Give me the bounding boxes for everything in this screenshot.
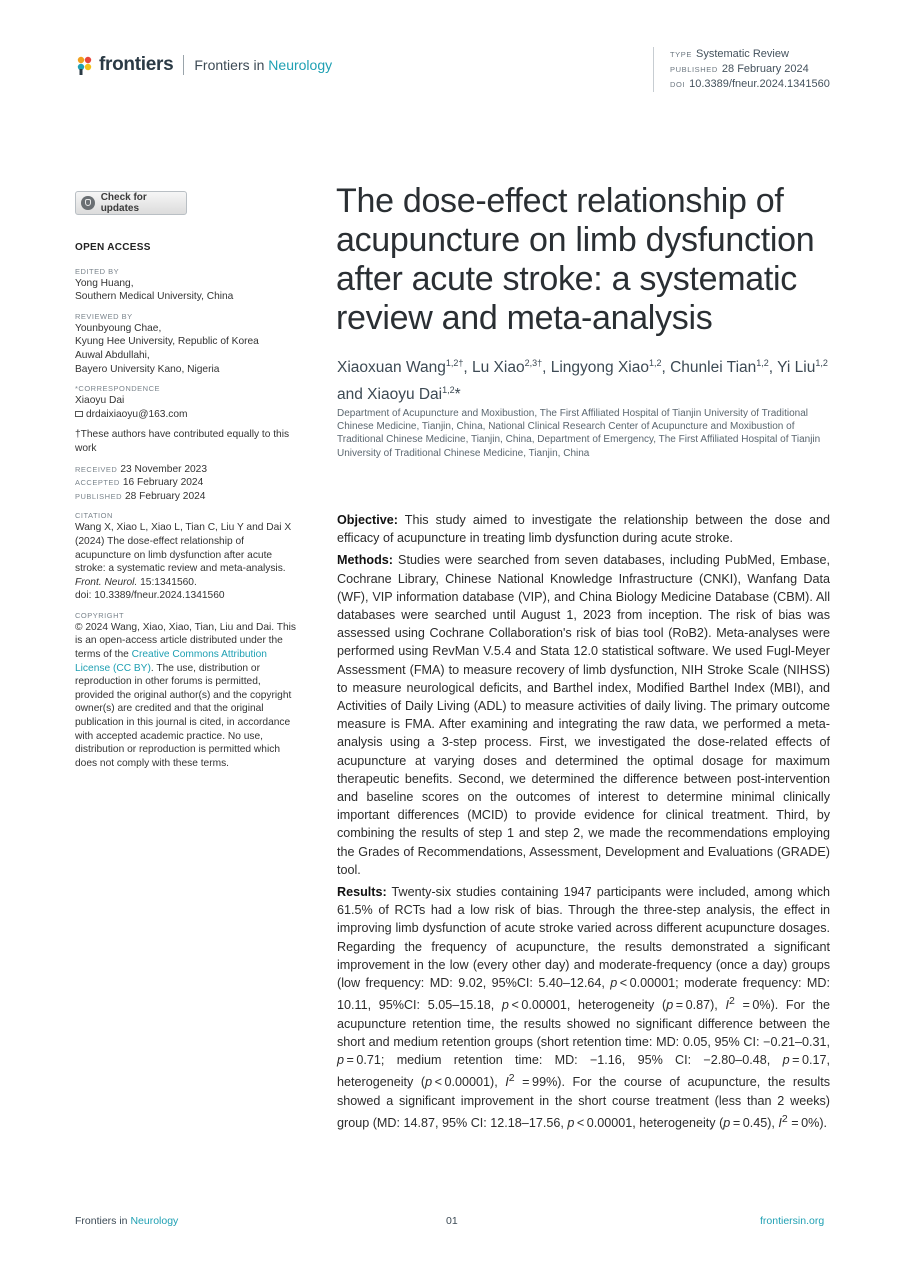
article-title: The dose-effect relationship of acupuncture on limb dysfunction after acute stroke: a systematic review and meta-analysis <box>336 182 815 337</box>
citation-volume: 15:1341560. <box>140 576 197 588</box>
accepted-date: 16 February 2024 <box>122 477 204 489</box>
citation-doi[interactable]: doi: 10.3389/fneur.2024.1341560 <box>75 590 225 602</box>
reviewer-affiliation: Kyung Hee University, Republic of Korea <box>75 336 259 348</box>
correspondent-name: Xiaoyu Dai <box>75 395 125 407</box>
license-link[interactable]: Creative Commons Attribution License (CC BY) <box>75 649 267 674</box>
copyright-post: . The use, distribution or reproduction in other forums is permitted, provided the original author(s) and the copyright owner(s) are credited and that the original publication in this journal is cited, in accordance with accepted academic practice. No use, distribution or reproduction is permitted which does not comply with these terms. <box>75 662 292 769</box>
journal-name[interactable] <box>194 57 332 73</box>
editor-affiliation: Southern Medical University, China <box>75 291 234 303</box>
correspondence-label: *CORRESPONDENCE <box>75 384 161 394</box>
email-row[interactable] <box>75 408 301 422</box>
frontiers-logo-icon <box>75 55 95 75</box>
email-link[interactable]: drdaixiaoyu@163.com <box>86 408 188 420</box>
check-updates-icon <box>81 196 95 210</box>
published-row <box>670 62 830 77</box>
published-label: PUBLISHED <box>670 65 718 74</box>
journal-prefix: Frontiers in <box>194 57 265 73</box>
abstract <box>337 511 830 1136</box>
logo-divider <box>183 55 184 75</box>
type-value: Systematic Review <box>696 48 789 60</box>
doi-row[interactable] <box>670 77 830 92</box>
copyright-pre: © 2024 Wang, Xiao, Xiao, Tian, Liu and Dai. This is an open-access article distributed under the terms of the <box>75 621 297 661</box>
footer-journal-prefix: Frontiers in <box>75 1215 128 1227</box>
doi-label: DOI <box>670 80 686 89</box>
accepted-label: ACCEPTED <box>75 478 120 488</box>
page-number: 01 <box>446 1215 458 1227</box>
open-access-label: OPEN ACCESS <box>75 242 151 253</box>
affiliation-text: Department of Acupuncture and Moxibustion, The First Affiliated Hospital of Tianjin University of Traditional Chinese Medicine, Tianjin, China, National Clinical Research Center of Acupuncture and Moxibustion of Traditional Chinese Medicine, Tianjin, China, Department of Emergency, The First Affiliated Hospital of Tianjin University of Traditional Chinese Medicine, Tianjin, China <box>337 408 821 459</box>
received-date: 23 November 2023 <box>120 463 207 475</box>
footer-journal-name: Neurology <box>130 1215 179 1227</box>
editor-name: Yong Huang, <box>75 277 134 289</box>
frontiers-logo[interactable] <box>75 54 332 76</box>
objective-text: This study aimed to investigate the relationship between the dose and efficacy of acupuncture in treating limb dysfunction during acute stroke. <box>337 513 830 546</box>
doi-value[interactable]: 10.3389/fneur.2024.1341560 <box>689 78 830 90</box>
citation-text: Wang X, Xiao L, Xiao L, Tian C, Liu Y and Dai X (2024) The dose-effect relationship of acupuncture on limb dysfunction after acute stroke: a systematic review and meta-analysis. <box>75 522 292 575</box>
check-updates-label: Check for updates <box>100 192 147 214</box>
footer-site[interactable]: frontiersin.org <box>760 1215 825 1227</box>
reviewer-affiliation: Bayero University Kano, Nigeria <box>75 363 220 375</box>
objective-label: Objective: <box>337 513 398 527</box>
published-value: 28 February 2024 <box>721 63 809 75</box>
footer-site-link[interactable] <box>760 1215 824 1227</box>
citation-source <box>75 576 301 590</box>
edited-by-label: EDITED BY <box>75 266 120 276</box>
methods-paragraph <box>337 551 830 879</box>
methods-text: Studies were searched from seven databases, including PubMed, Embase, Cochrane Library, Chinese National Knowledge Infrastructure (CNKI), Wanfang Data (WF), VIP information database (VIP), and China Biology Medicine Database (CBM). All databases were searched until August 1, 2023 from inception. The risk of bias was assessed using Cochrane Collaboration's risk of bias tool (RoB2). Meta-analyses were performed using RevMan V.5.4 and Stata 12.0 statistical software. We used Fugl-Meyer Assessment (FMA) to measure recovery of limb dysfunction, NIH Stroke Scale (NIHSS) to measure neurological deficits, and Barthel index, Modified Barthel Index (MBI), and Activities of Daily Living (ADL) to measure activities of daily living. The primary outcome measure is FMA. After examining and integrating the raw data, we performed a meta-analysis using a 3-step process. First, we investigated the dose-related effects of acupuncture at varying doses and determined the optimal dosage for maximum therapeutic benefits. Second, we determined the difference between post-intervention and baseline scores on the outcomes of interest to determine minimal clinically important differences (MCID) to provide evidence for clinical treatment. Third, by combining the results of step 1 and step 2, we made the recommendations employing the Grades of Recommendations, Assessment, Development and Evaluations (GRADE) tool. <box>337 553 830 877</box>
reviewed-by-label: REVIEWED BY <box>75 311 133 321</box>
results-paragraph: Results: Twenty-six studies containing 1947 participants were included, among which 61.5% of RCTs had a low risk of bias. Through the three-step analysis, the effect in improving limb dysfunction of acute stroke varied across different acupuncture dosages. Regarding the frequency of acupuncture, the results demonstrated a significant improvement in the low (every other day) and moderate-frequency (once a day) groups (low frequency: MD: 9.02, 95%CI: 5.40–12.64, p < 0.00001; moderate frequency: MD: 10.11, 95%CI: 5.05–15.18, p < 0.00001, heterogeneity (p = 0.87), $I^2 = 0\%$). For the acupuncture retention time, the results showed no significant difference between the short and medium retention groups (short retention time: MD: 0.05, 95% CI: −0.21–0.31, p = 0.71; medium retention time: MD: −1.16, 95% CI: −2.80–0.48, p = 0.17, heterogeneity (p < 0.00001), $I^2 = 99\%$). For the course of acupuncture, the results showed a significant improvement in the short course treatment (less than 2 weeks) group (MD: 14.87, 95% CI: 12.18–17.56, p < 0.00001, heterogeneity (p = 0.45), $I^2 = 0\%$). <box>337 885 830 1131</box>
equal-contribution-note: †These authors have contributed equally to this work <box>75 429 290 454</box>
copyright-label: COPYRIGHT <box>75 610 125 620</box>
accepted-row <box>75 476 301 490</box>
methods-label: Methods: <box>337 553 393 568</box>
copyright-text <box>75 621 301 771</box>
published-label: PUBLISHED <box>75 491 123 501</box>
received-row <box>75 463 301 477</box>
reviewer-name: Auwal Abdullahi, <box>75 349 150 361</box>
results-label: Results: <box>337 885 387 900</box>
check-updates-button[interactable] <box>75 191 187 215</box>
type-row <box>670 47 830 62</box>
sidebar-info <box>75 241 301 770</box>
affiliations <box>337 407 837 460</box>
article-meta <box>653 47 830 92</box>
published-date: 28 February 2024 <box>125 490 206 502</box>
brand-name: frontiers <box>99 54 174 75</box>
author-list: Xiaoxuan Wang$^{1,2\dagger}$, Lu Xiao$^{2,3\dagger}$, Lingyong Xiao$^{1,2}$, Chunlei Tian$^{1,2}$, Yi Liu$^{1,2}$ and Xiaoyu Dai$^{1,2}$* <box>337 358 828 404</box>
mail-icon <box>75 411 83 417</box>
footer-journal[interactable] <box>75 1215 178 1227</box>
citation-label: CITATION <box>75 511 113 521</box>
published-row <box>75 490 301 504</box>
reviewer-name: Younbyoung Chae, <box>75 322 162 334</box>
citation-journal: Front. Neurol. <box>75 576 138 588</box>
type-label: TYPE <box>670 50 692 59</box>
objective-paragraph <box>337 511 830 547</box>
journal-title: Neurology <box>268 57 333 73</box>
received-label: RECEIVED <box>75 464 118 474</box>
